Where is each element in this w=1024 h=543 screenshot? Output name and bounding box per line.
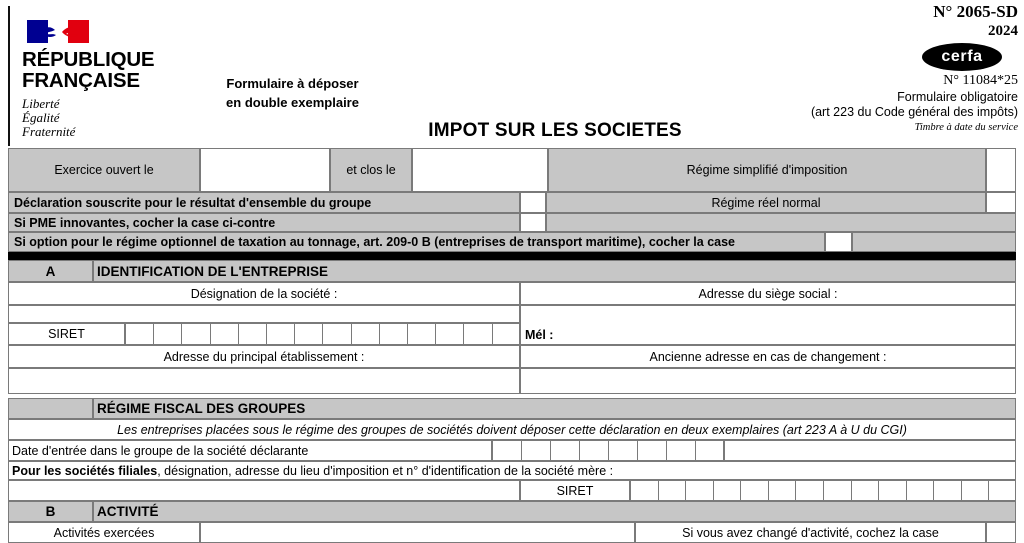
- char-box[interactable]: [153, 323, 181, 345]
- char-box[interactable]: [658, 480, 686, 501]
- tonnage-filler-cell: [852, 232, 1016, 252]
- tonnage-label-cell: [8, 232, 825, 252]
- char-box[interactable]: [210, 323, 238, 345]
- regime-reel-label: Régime réel normal: [711, 195, 821, 210]
- groupes-date-label: Date d'entrée dans le groupe de la société déclarante: [12, 443, 309, 458]
- char-box[interactable]: [407, 323, 435, 345]
- filiales-label-cell: [8, 461, 1016, 480]
- motto-liberte: Liberté: [22, 96, 60, 111]
- ancienne-label: Ancienne adresse en cas de changement :: [649, 349, 887, 364]
- form-header: [0, 0, 1024, 145]
- pme-label: Si PME innovantes, cocher la case ci-contre: [14, 215, 276, 230]
- char-box[interactable]: [322, 323, 350, 345]
- exercice-close-label: et clos le: [346, 163, 396, 177]
- groupes-siret-boxes-wrapper: [630, 480, 1016, 501]
- char-box[interactable]: [878, 480, 906, 501]
- char-box[interactable]: [768, 480, 796, 501]
- pme-filler-cell: [546, 213, 1016, 232]
- cerfa-block: [792, 2, 1022, 135]
- change-activity-label: Si vous avez changé d'activité, cochez la case: [682, 525, 939, 540]
- tonnage-label: Si option pour le régime optionnel de taxation au tonnage, art. 209-0 B (entreprises de transport maritime), cocher la case: [14, 235, 736, 249]
- page-title: IMPOT SUR LES SOCIETES: [428, 120, 682, 141]
- groupes-letter-cell: [8, 398, 93, 419]
- char-box[interactable]: [851, 480, 879, 501]
- ancienne-label-cell: [520, 345, 1016, 368]
- siret-boxes[interactable]: [125, 323, 520, 345]
- regime-simplifie-label: Régime simplifié d'imposition: [686, 163, 848, 177]
- devise-motto: [22, 97, 168, 140]
- deposit-note: [205, 74, 380, 112]
- groupes-date-label-cell: [8, 440, 492, 461]
- regime-reel-checkbox[interactable]: [986, 192, 1016, 213]
- exercice-open-label: Exercice ouvert le: [54, 163, 154, 177]
- groupes-title-cell: [93, 398, 1016, 419]
- char-box[interactable]: [988, 480, 1016, 501]
- section-b-title: ACTIVITÉ: [97, 504, 159, 519]
- filiales-label-bold: Pour les sociétés filiales: [12, 463, 158, 478]
- siret-label-cell: [8, 323, 125, 345]
- char-box[interactable]: [637, 440, 666, 461]
- designation-label-cell: [8, 282, 520, 305]
- principal-label-cell: [8, 345, 520, 368]
- char-box[interactable]: [685, 480, 713, 501]
- filiales-label-rest: , désignation, adresse du lieu d'imposition et n° d'identification de la société mère :: [157, 463, 614, 478]
- pme-checkbox[interactable]: [520, 213, 546, 232]
- char-box[interactable]: [435, 323, 463, 345]
- filiales-value-input[interactable]: [8, 480, 520, 501]
- designation-input[interactable]: [8, 305, 520, 323]
- ancienne-address-input[interactable]: [520, 368, 1016, 394]
- groupes-note: Les entreprises placées sous le régime des groupes de sociétés doivent déposer cette déclaration en deux exemplaires (art 223 A à U du CGI): [117, 422, 907, 437]
- exercice-close-value-field[interactable]: [412, 148, 548, 192]
- char-box[interactable]: [933, 480, 961, 501]
- cerfa-logo: cerfa: [922, 43, 1002, 71]
- exercice-open-label-cell: [8, 148, 200, 192]
- republique-title: [22, 50, 168, 91]
- tonnage-checkbox[interactable]: [825, 232, 852, 252]
- char-box[interactable]: [579, 440, 608, 461]
- groupes-date-boxes[interactable]: [492, 440, 724, 461]
- section-a-letter: A: [45, 263, 56, 279]
- char-box[interactable]: [125, 323, 153, 345]
- section-b-letter: B: [45, 504, 56, 519]
- deposit-note-line1: Formulaire à déposer: [226, 76, 359, 91]
- char-box[interactable]: [961, 480, 989, 501]
- char-box[interactable]: [630, 480, 658, 501]
- republique-line1: RÉPUBLIQUE: [22, 48, 155, 71]
- groupes-siret-label: SIRET: [556, 483, 594, 498]
- change-activity-label-cell: [635, 522, 986, 543]
- group-result-label-cell: [8, 192, 520, 213]
- char-box[interactable]: [266, 323, 294, 345]
- section-a-letter-cell: [8, 260, 93, 282]
- section-separator-bar: [8, 252, 1016, 260]
- groupes-title: RÉGIME FISCAL DES GROUPES: [97, 401, 306, 416]
- mel-label-wrap: [522, 327, 722, 343]
- char-box[interactable]: [351, 323, 379, 345]
- siege-label-cell: [520, 282, 1016, 305]
- char-box[interactable]: [795, 480, 823, 501]
- char-box[interactable]: [492, 440, 521, 461]
- char-box[interactable]: [906, 480, 934, 501]
- groupes-siret-boxes[interactable]: [630, 480, 1016, 501]
- char-box[interactable]: [521, 440, 550, 461]
- char-box[interactable]: [379, 323, 407, 345]
- char-box[interactable]: [740, 480, 768, 501]
- designation-label: Désignation de la société :: [190, 286, 338, 301]
- regime-simplifie-label-cell: [548, 148, 986, 192]
- pme-label-cell: [8, 213, 520, 232]
- char-box[interactable]: [463, 323, 491, 345]
- char-box[interactable]: [823, 480, 851, 501]
- section-a-title: IDENTIFICATION DE L'ENTREPRISE: [97, 263, 328, 279]
- cerfa-number: N° 11084*25: [943, 73, 1018, 88]
- exercice-open-value-field[interactable]: [200, 148, 330, 192]
- section-b-title-cell: [93, 501, 1016, 522]
- principal-label: Adresse du principal établissement :: [163, 349, 365, 364]
- regime-simplifie-checkbox[interactable]: [986, 148, 1016, 192]
- group-result-label: Déclaration souscrite pour le résultat d'ensemble du groupe: [14, 195, 372, 210]
- char-box[interactable]: [181, 323, 209, 345]
- char-box[interactable]: [492, 323, 520, 345]
- group-result-checkbox[interactable]: [520, 192, 546, 213]
- char-box[interactable]: [666, 440, 695, 461]
- siret-boxes-wrapper: [125, 323, 520, 345]
- char-box[interactable]: [294, 323, 322, 345]
- groupes-date-boxes-wrapper: [492, 440, 724, 461]
- activites-label-cell: [8, 522, 200, 543]
- groupes-note-cell: [8, 419, 1016, 440]
- char-box[interactable]: [550, 440, 579, 461]
- section-b-letter-cell: [8, 501, 93, 522]
- republique-line2: FRANÇAISE: [22, 68, 140, 92]
- principal-address-input[interactable]: [8, 368, 520, 394]
- motto-egalite: Égalité: [22, 110, 60, 126]
- section-a-title-cell: [93, 260, 1016, 282]
- legal-reference: (art 223 du Code général des impôts): [810, 105, 1018, 119]
- regime-reel-label-cell: [546, 192, 986, 213]
- stamp-note: Timbre à date du service: [914, 122, 1018, 133]
- char-box[interactable]: [713, 480, 741, 501]
- activites-label: Activités exercées: [53, 525, 155, 540]
- char-box[interactable]: [695, 440, 724, 461]
- form-number: N° 2065-SD: [933, 2, 1018, 21]
- exercice-close-label-cell: [330, 148, 412, 192]
- motto-fraternite: Fraternité: [22, 124, 76, 140]
- siret-label: SIRET: [48, 327, 85, 341]
- mandatory-note: Formulaire obligatoire: [897, 90, 1018, 104]
- republique-francaise-logo: [8, 6, 168, 146]
- groupes-siret-label-cell: [520, 480, 630, 501]
- groupes-date-filler-cell: [724, 440, 1016, 461]
- siege-label: Adresse du siège social :: [698, 286, 838, 301]
- french-flag-icon: [27, 20, 89, 43]
- change-activity-checkbox[interactable]: [986, 522, 1016, 543]
- activites-input[interactable]: [200, 522, 635, 543]
- deposit-note-line2: en double exemplaire: [226, 95, 359, 110]
- char-box[interactable]: [608, 440, 637, 461]
- form-year: 2024: [988, 23, 1018, 39]
- char-box[interactable]: [238, 323, 266, 345]
- mel-label: Mél :: [525, 328, 554, 342]
